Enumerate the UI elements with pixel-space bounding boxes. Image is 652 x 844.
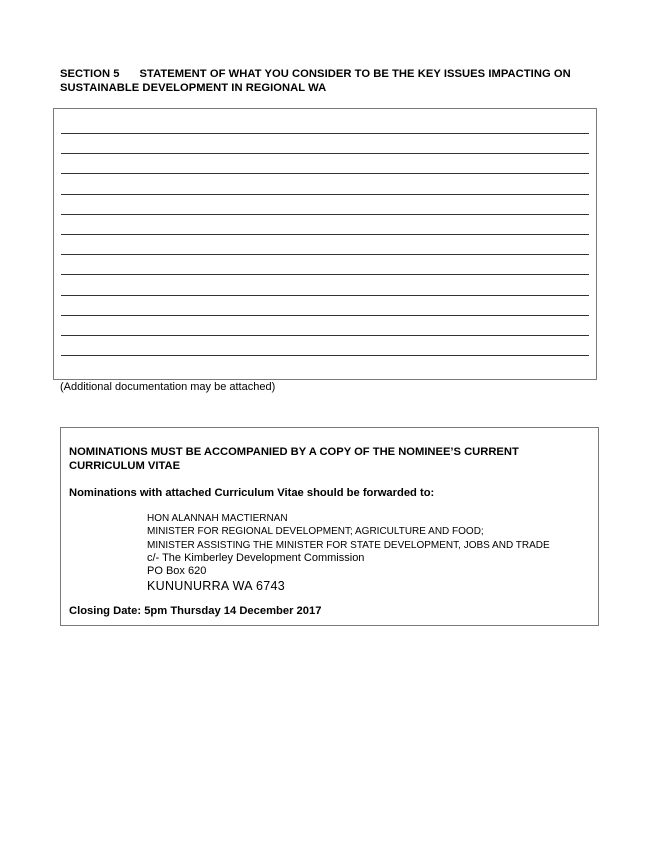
address-town: KUNUNURRA WA 6743 bbox=[147, 579, 286, 594]
postal-address bbox=[147, 512, 550, 594]
address-role-2: MINISTER ASSISTING THE MINISTER FOR STATE DEVELOPMENT, JOBS AND TRADE bbox=[147, 539, 550, 551]
section-heading bbox=[60, 67, 620, 95]
cv-requirement: NOMINATIONS MUST BE ACCOMPANIED BY A COPY OF THE NOMINEE’S CURRENT CURRICULUM VITAE bbox=[69, 446, 519, 472]
answer-line[interactable] bbox=[61, 355, 589, 356]
address-po-box: PO Box 620 bbox=[147, 565, 207, 578]
answer-line[interactable] bbox=[61, 295, 589, 296]
answer-line[interactable] bbox=[61, 315, 589, 316]
answer-line[interactable] bbox=[61, 133, 589, 134]
answer-line[interactable] bbox=[61, 153, 589, 154]
forward-instruction: Nominations with attached Curriculum Vitae should be forwarded to: bbox=[69, 487, 435, 499]
answer-line[interactable] bbox=[61, 194, 589, 195]
answer-line[interactable] bbox=[61, 254, 589, 255]
nominations-box bbox=[60, 427, 599, 626]
address-care-of: c/- The Kimberley Development Commission bbox=[147, 551, 365, 564]
answer-line[interactable] bbox=[61, 214, 589, 215]
address-role-1: MINISTER FOR REGIONAL DEVELOPMENT; AGRICULTURE AND FOOD; bbox=[147, 526, 484, 538]
answer-line[interactable] bbox=[61, 335, 589, 336]
answer-box[interactable] bbox=[53, 108, 597, 380]
closing-date: Closing Date: 5pm Thursday 14 December 2017 bbox=[69, 605, 322, 617]
address-name: HON ALANNAH MACTIERNAN bbox=[147, 513, 288, 524]
section-title: STATEMENT OF WHAT YOU CONSIDER TO BE THE KEY ISSUES IMPACTING ON SUSTAINABLE DEVELOPMENT IN REGIONAL WA bbox=[60, 68, 571, 94]
answer-line[interactable] bbox=[61, 173, 589, 174]
section-number: SECTION 5 bbox=[60, 68, 120, 80]
attachment-note: (Additional documentation may be attached) bbox=[60, 381, 276, 393]
answer-line[interactable] bbox=[61, 234, 589, 235]
answer-line[interactable] bbox=[61, 274, 589, 275]
